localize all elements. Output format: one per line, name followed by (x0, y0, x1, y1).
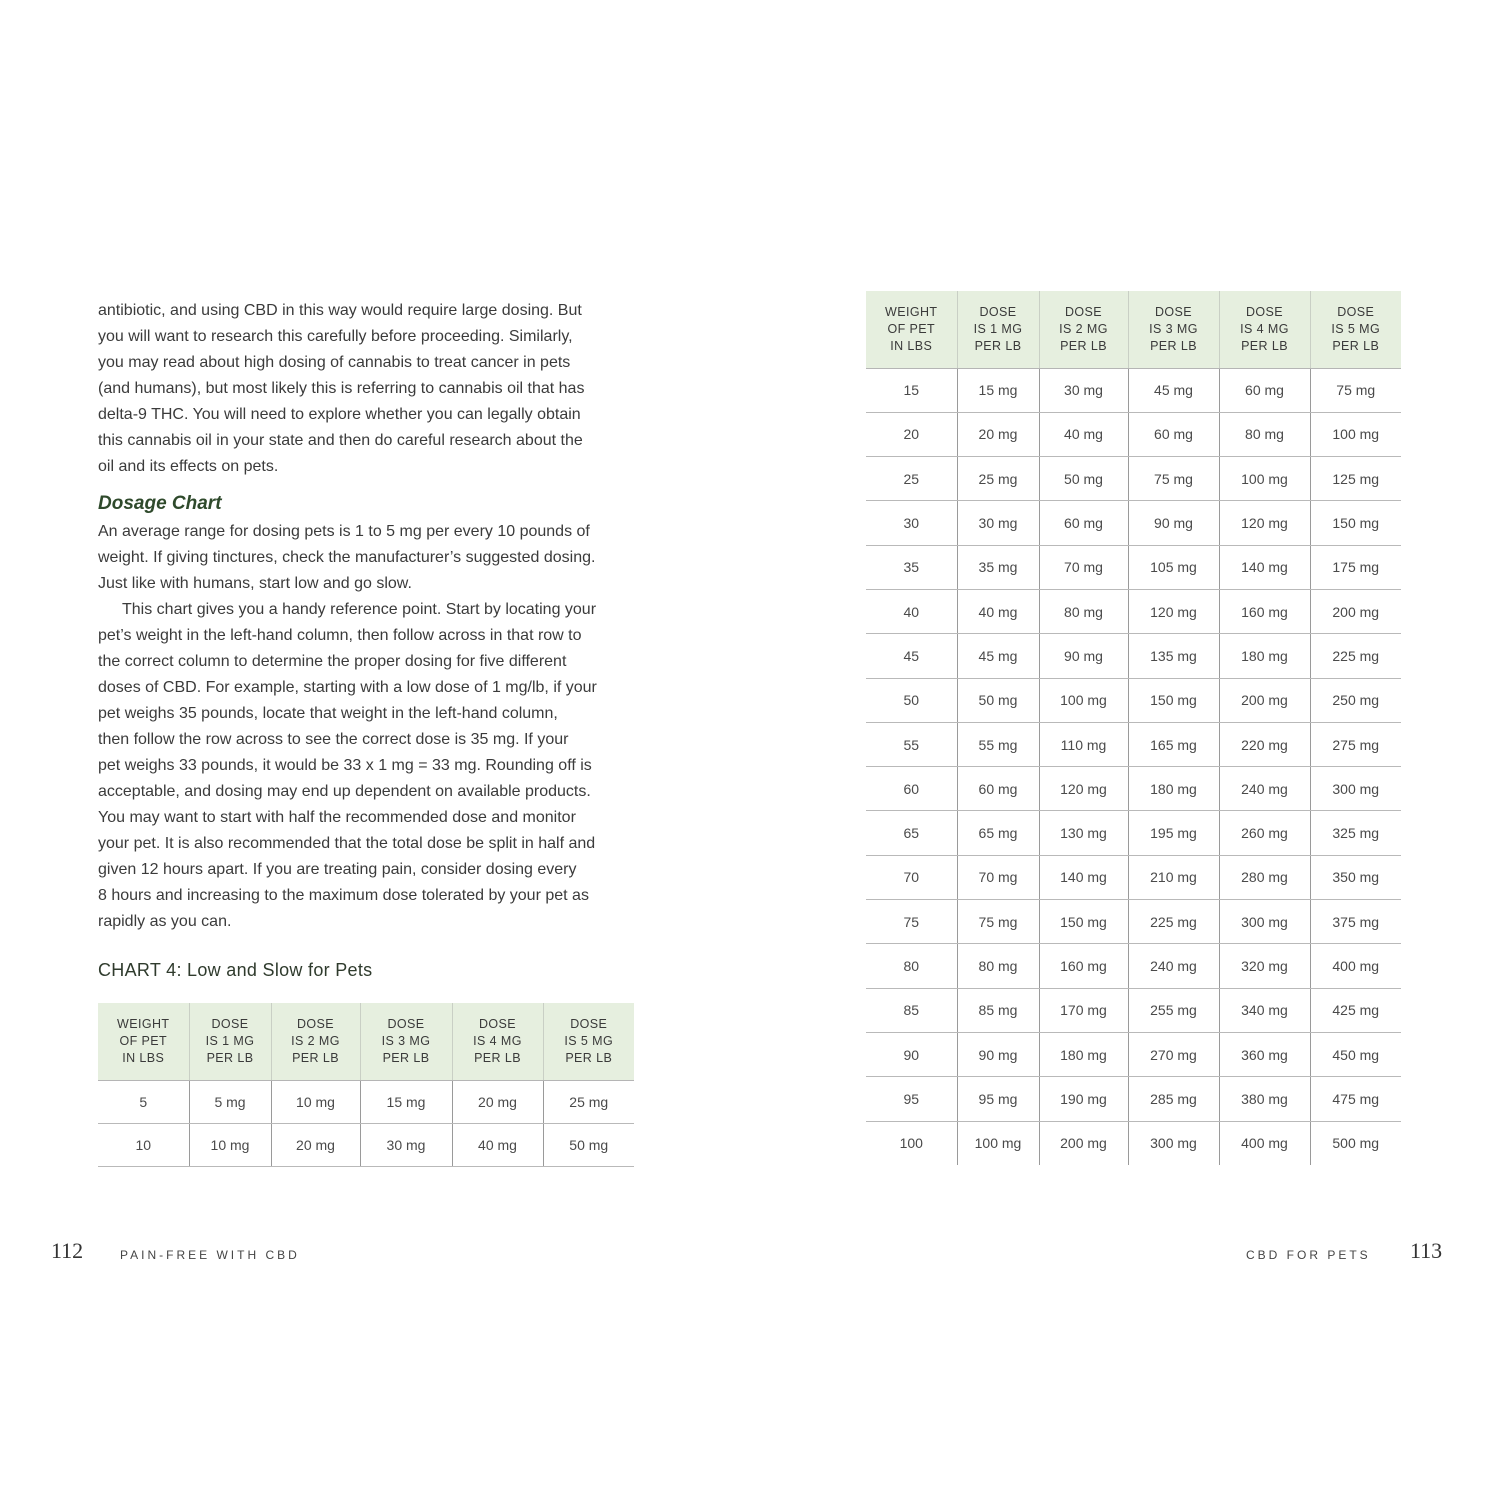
weight-cell: 30 (866, 501, 957, 545)
dose-cell: 85 mg (957, 988, 1039, 1032)
dose-cell: 400 mg (1219, 1121, 1310, 1165)
table-row (866, 501, 1401, 545)
weight-cell: 65 (866, 811, 957, 855)
text-line: your pet. It is also recommended that the total dose be split in half and (98, 835, 596, 852)
dose-cell: 130 mg (1039, 811, 1128, 855)
header-line: IS 3 MG (381, 1033, 431, 1048)
dose-cell: 55 mg (957, 722, 1039, 766)
dose-cell: 400 mg (1310, 944, 1401, 988)
header-line: PER LB (474, 1050, 521, 1065)
header-line: IS 4 MG (473, 1033, 522, 1048)
text-line: Just like with humans, start low and go slow. (98, 575, 412, 592)
table-row (866, 900, 1401, 944)
dose-cell: 285 mg (1128, 1077, 1219, 1121)
dose-cell: 10 mg (189, 1123, 271, 1166)
text-line: pet weighs 33 pounds, it would be 33 x 1 mg = 33 mg. Rounding off is (98, 757, 592, 774)
dose-cell: 195 mg (1128, 811, 1219, 855)
text-line: this cannabis oil in your state and then do careful research about the (98, 432, 583, 449)
dose-cell: 30 mg (957, 501, 1039, 545)
dose-cell: 350 mg (1310, 855, 1401, 899)
weight-cell: 70 (866, 855, 957, 899)
weight-cell: 85 (866, 988, 957, 1032)
table-row (866, 368, 1401, 412)
section-heading: Dosage Chart (98, 493, 222, 514)
weight-cell: 5 (98, 1080, 189, 1123)
dose-cell: 140 mg (1039, 855, 1128, 899)
table-row (866, 722, 1401, 766)
weight-cell: 20 (866, 412, 957, 456)
dose-cell: 20 mg (271, 1123, 360, 1166)
dose-cell: 75 mg (957, 900, 1039, 944)
dose-cell: 5 mg (189, 1080, 271, 1123)
dose-column-header (360, 1003, 452, 1080)
dose-cell: 425 mg (1310, 988, 1401, 1032)
dose-cell: 110 mg (1039, 722, 1128, 766)
dose-cell: 320 mg (1219, 944, 1310, 988)
dose-cell: 165 mg (1128, 722, 1219, 766)
dose-cell: 200 mg (1219, 678, 1310, 722)
header-line: PER LB (1332, 338, 1380, 353)
header-line: PER LB (1150, 338, 1197, 353)
header-line: WEIGHT (117, 1016, 170, 1031)
text-line: oil and its effects on pets. (98, 458, 279, 475)
dosage-paragraph-2 (98, 597, 597, 935)
dose-column-header (189, 1003, 271, 1080)
dose-cell: 60 mg (1219, 368, 1310, 412)
dose-cell: 210 mg (1128, 855, 1219, 899)
dose-cell: 225 mg (1128, 900, 1219, 944)
dosage-paragraph-1 (98, 519, 595, 597)
dose-cell: 200 mg (1310, 589, 1401, 633)
header-line: DOSE (1245, 304, 1284, 319)
header-line: PER LB (382, 1050, 430, 1065)
text-line: An average range for dosing pets is 1 to 5 mg per every 10 pounds of (98, 523, 590, 540)
dose-cell: 450 mg (1310, 1032, 1401, 1076)
dose-cell: 80 mg (957, 944, 1039, 988)
table-row (866, 988, 1401, 1032)
dose-cell: 50 mg (957, 678, 1039, 722)
dose-cell: 75 mg (1310, 368, 1401, 412)
table-row (866, 855, 1401, 899)
dose-cell: 360 mg (1219, 1032, 1310, 1076)
dose-cell: 180 mg (1128, 767, 1219, 811)
dose-cell: 25 mg (543, 1080, 634, 1123)
dose-column-header (543, 1003, 634, 1080)
dose-cell: 160 mg (1039, 944, 1128, 988)
dose-cell: 175 mg (1310, 545, 1401, 589)
dose-cell: 475 mg (1310, 1077, 1401, 1121)
text-line: weight. If giving tinctures, check the manufacturer’s suggested dosing. (98, 549, 596, 566)
header-line: WEIGHT (885, 304, 938, 319)
dose-cell: 40 mg (1039, 412, 1128, 456)
dose-column-header (957, 291, 1039, 368)
paragraph-text (98, 597, 597, 935)
table-row (866, 1032, 1401, 1076)
weight-column-header (98, 1003, 189, 1080)
weight-cell: 25 (866, 457, 957, 501)
text-line: you may read about high dosing of cannabis to treat cancer in pets (98, 354, 571, 371)
header-line: IS 5 MG (1331, 321, 1381, 336)
header-line: DOSE (387, 1016, 425, 1031)
header-line: IS 2 MG (291, 1033, 340, 1048)
dose-column-header (271, 1003, 360, 1080)
dose-cell: 150 mg (1128, 678, 1219, 722)
dose-cell: 250 mg (1310, 678, 1401, 722)
dose-cell: 70 mg (1039, 545, 1128, 589)
dose-cell: 70 mg (957, 855, 1039, 899)
weight-cell: 10 (98, 1123, 189, 1166)
text-line: delta-9 THC. You will need to explore whether you can legally obtain (98, 406, 581, 423)
chart-title: CHART 4: Low and Slow for Pets (98, 960, 373, 980)
dose-cell: 500 mg (1310, 1121, 1401, 1165)
dose-cell: 45 mg (957, 634, 1039, 678)
dose-cell: 80 mg (1219, 412, 1310, 456)
dose-cell: 180 mg (1039, 1032, 1128, 1076)
running-head-right: CBD FOR PETS (1246, 1248, 1371, 1262)
table-row (866, 1077, 1401, 1121)
dose-cell: 150 mg (1039, 900, 1128, 944)
dose-cell: 90 mg (1039, 634, 1128, 678)
dose-cell: 180 mg (1219, 634, 1310, 678)
table-row (866, 589, 1401, 633)
header-line: DOSE (211, 1016, 249, 1031)
text-line: antibiotic, and using CBD in this way would require large dosing. But (98, 302, 582, 319)
dose-cell: 220 mg (1219, 722, 1310, 766)
dose-cell: 50 mg (543, 1123, 634, 1166)
dose-cell: 35 mg (957, 545, 1039, 589)
text-line: This chart gives you a handy reference point. Start by locating your (122, 601, 597, 618)
weight-column-header (866, 291, 957, 368)
table-row (98, 1123, 634, 1166)
dose-cell: 270 mg (1128, 1032, 1219, 1076)
dose-cell: 20 mg (452, 1080, 543, 1123)
header-line: DOSE (478, 1016, 517, 1031)
dose-column-header (452, 1003, 543, 1080)
table-row (866, 634, 1401, 678)
dose-cell: 240 mg (1128, 944, 1219, 988)
dose-column-header (1128, 291, 1219, 368)
dose-cell: 100 mg (1310, 412, 1401, 456)
dose-column-header (1219, 291, 1310, 368)
header-line: PER LB (565, 1050, 613, 1065)
header-line: DOSE (1337, 304, 1375, 319)
header-line: IS 1 MG (973, 321, 1023, 336)
dose-cell: 45 mg (1128, 368, 1219, 412)
weight-cell: 90 (866, 1032, 957, 1076)
header-line: OF PET (119, 1033, 168, 1048)
table-row (866, 545, 1401, 589)
dose-cell: 40 mg (452, 1123, 543, 1166)
header-line: IS 4 MG (1240, 321, 1289, 336)
weight-cell: 80 (866, 944, 957, 988)
weight-cell: 40 (866, 589, 957, 633)
dose-cell: 100 mg (957, 1121, 1039, 1165)
header-line: PER LB (1060, 338, 1107, 353)
table-row (866, 767, 1401, 811)
dose-cell: 65 mg (957, 811, 1039, 855)
dose-cell: 15 mg (360, 1080, 452, 1123)
dose-cell: 120 mg (1128, 589, 1219, 633)
header-line: IN LBS (890, 338, 933, 353)
header-line: PER LB (292, 1050, 339, 1065)
dose-cell: 105 mg (1128, 545, 1219, 589)
dose-cell: 300 mg (1219, 900, 1310, 944)
dose-cell: 140 mg (1219, 545, 1310, 589)
header-line: IS 1 MG (205, 1033, 255, 1048)
text-line: then follow the row across to see the correct dose is 35 mg. If your (98, 731, 569, 748)
dose-cell: 100 mg (1219, 457, 1310, 501)
header-line: DOSE (570, 1016, 608, 1031)
table-row (866, 457, 1401, 501)
text-line: 8 hours and increasing to the maximum dose tolerated by your pet as (98, 887, 589, 904)
header-line: IS 3 MG (1149, 321, 1198, 336)
dose-cell: 300 mg (1128, 1121, 1219, 1165)
dose-cell: 255 mg (1128, 988, 1219, 1032)
text-line: rapidly as you can. (98, 913, 232, 930)
table-row (866, 811, 1401, 855)
dose-cell: 170 mg (1039, 988, 1128, 1032)
header-line: PER LB (974, 338, 1022, 353)
running-head-left: PAIN-FREE WITH CBD (120, 1248, 300, 1262)
dose-cell: 75 mg (1128, 457, 1219, 501)
weight-cell: 100 (899, 1135, 923, 1152)
dose-cell: 240 mg (1219, 767, 1310, 811)
header-line: DOSE (979, 304, 1017, 319)
header-line: PER LB (206, 1050, 254, 1065)
page-number-right: 113 (1410, 1238, 1443, 1263)
dose-cell: 30 mg (360, 1123, 452, 1166)
dose-cell: 300 mg (1310, 767, 1401, 811)
weight-cell: 50 (866, 678, 957, 722)
dose-cell: 60 mg (1039, 501, 1128, 545)
dose-cell: 160 mg (1219, 589, 1310, 633)
dose-cell: 120 mg (1039, 767, 1128, 811)
weight-cell: 60 (866, 767, 957, 811)
dose-cell: 135 mg (1128, 634, 1219, 678)
dose-cell: 15 mg (957, 368, 1039, 412)
page-number-left: 112 (51, 1238, 84, 1263)
dose-cell: 340 mg (1219, 988, 1310, 1032)
header-line: DOSE (1064, 304, 1103, 319)
weight-cell: 95 (866, 1077, 957, 1121)
text-line: pet’s weight in the left-hand column, then follow across in that row to (98, 627, 582, 644)
dose-column-header (1039, 291, 1128, 368)
text-line: acceptable, and dosing may end up dependent on available products. (98, 783, 591, 800)
table-row (866, 1121, 1401, 1165)
dose-cell: 90 mg (957, 1032, 1039, 1076)
text-line: (and humans), but most likely this is referring to cannabis oil that has (98, 380, 585, 397)
dose-cell: 30 mg (1039, 368, 1128, 412)
header-line: IS 2 MG (1059, 321, 1108, 336)
dosage-table-right (866, 291, 1401, 1165)
weight-cell: 35 (866, 545, 957, 589)
dose-cell: 20 mg (957, 412, 1039, 456)
text-line: given 12 hours apart. If you are treating pain, consider dosing every (98, 861, 577, 878)
text-line: doses of CBD. For example, starting with a low dose of 1 mg/lb, if your (98, 679, 597, 696)
dose-cell: 325 mg (1310, 811, 1401, 855)
dose-cell: 125 mg (1310, 457, 1401, 501)
dose-cell: 95 mg (957, 1077, 1039, 1121)
dose-column-header (1310, 291, 1401, 368)
header-line: IN LBS (122, 1050, 165, 1065)
header-line: DOSE (296, 1016, 335, 1031)
table-row (866, 412, 1401, 456)
dose-cell: 50 mg (1039, 457, 1128, 501)
dose-cell: 380 mg (1219, 1077, 1310, 1121)
text-line: the correct column to determine the proper dosing for five different (98, 653, 567, 670)
weight-cell: 55 (866, 722, 957, 766)
table-row (98, 1080, 634, 1123)
dosage-table-left (98, 1003, 634, 1167)
dose-cell: 200 mg (1039, 1121, 1128, 1165)
table-row (866, 944, 1401, 988)
dose-cell: 120 mg (1219, 501, 1310, 545)
dose-cell: 80 mg (1039, 589, 1128, 633)
text-line: pet weighs 35 pounds, locate that weight in the left-hand column, (98, 705, 558, 722)
header-line: IS 5 MG (564, 1033, 614, 1048)
paragraph-text (98, 298, 584, 480)
intro-paragraph (98, 298, 584, 480)
dose-cell: 280 mg (1219, 855, 1310, 899)
dose-cell: 40 mg (957, 589, 1039, 633)
dose-cell: 25 mg (957, 457, 1039, 501)
dose-cell: 10 mg (271, 1080, 360, 1123)
paragraph-text (98, 519, 595, 597)
dose-cell: 100 mg (1039, 678, 1128, 722)
weight-cell: 75 (866, 900, 957, 944)
dose-cell: 60 mg (957, 767, 1039, 811)
table-row (866, 678, 1401, 722)
dose-cell: 60 mg (1128, 412, 1219, 456)
dose-cell: 260 mg (1219, 811, 1310, 855)
dose-cell: 150 mg (1310, 501, 1401, 545)
header-line: DOSE (1154, 304, 1193, 319)
dose-cell: 275 mg (1310, 722, 1401, 766)
weight-cell: 45 (866, 634, 957, 678)
dose-cell: 375 mg (1310, 900, 1401, 944)
header-line: OF PET (887, 321, 936, 336)
weight-cell: 15 (866, 368, 957, 412)
dose-cell: 225 mg (1310, 634, 1401, 678)
dose-cell: 90 mg (1128, 501, 1219, 545)
dose-cell: 190 mg (1039, 1077, 1128, 1121)
header-line: PER LB (1241, 338, 1288, 353)
text-line: you will want to research this carefully before proceeding. Similarly, (98, 328, 573, 345)
text-line: You may want to start with half the recommended dose and monitor (98, 809, 576, 826)
